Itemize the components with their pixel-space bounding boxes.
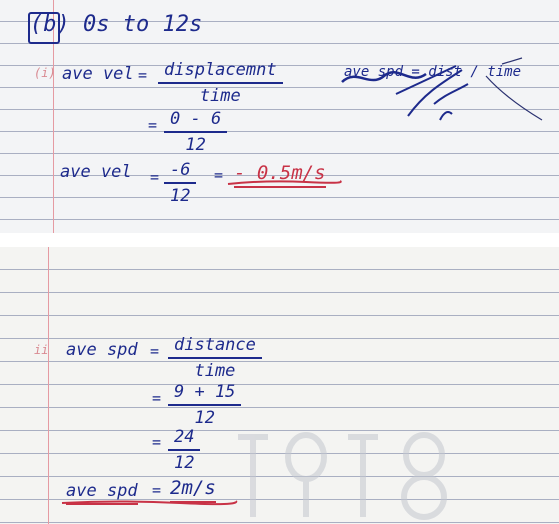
- result-ave-spd: 2m/s: [170, 477, 216, 499]
- equals-1: =: [138, 66, 148, 84]
- numerator-9-plus-15: 9 + 15: [168, 382, 241, 406]
- notebook-page-bottom: [0, 247, 559, 524]
- denominator-time: time: [199, 86, 241, 106]
- denominator-12-c: 12: [194, 408, 215, 428]
- ave-spd-label-2: ave spd: [66, 481, 138, 501]
- sub-label-ii: ii: [34, 343, 49, 357]
- fraction-displacement-time: [158, 60, 283, 106]
- ave-vel-label-2: ave vel: [60, 162, 132, 182]
- fraction-24-over-12: [168, 427, 200, 473]
- fraction-minus6-over-12: [164, 160, 196, 206]
- numerator-distance: distance: [168, 335, 262, 359]
- denominator-12-b: 12: [170, 186, 191, 206]
- heading-text: (b) 0s to 12s: [30, 12, 203, 37]
- equals-7: =: [152, 433, 162, 451]
- crossed-out-note: ave spd = dist / time: [344, 64, 522, 80]
- page-gap: [0, 233, 559, 247]
- fraction-0-minus-6-over-12: [164, 109, 227, 155]
- denominator-time-2: time: [194, 361, 236, 381]
- notebook-page-top: [0, 0, 559, 233]
- numerator-0-minus-6: 0 - 6: [164, 109, 227, 133]
- equals-3: =: [150, 168, 160, 186]
- denominator-12: 12: [185, 135, 206, 155]
- heading-box: [28, 12, 60, 44]
- margin-line-2: [48, 247, 49, 524]
- sub-label-i: (i): [34, 66, 56, 80]
- red-underline-2: [60, 497, 240, 509]
- ave-vel-label-1: ave vel: [62, 64, 134, 84]
- ave-spd-label-1: ave spd: [66, 340, 138, 360]
- red-underline: [226, 176, 342, 188]
- numerator-minus-6: -6: [164, 160, 196, 184]
- result-ave-vel: - 0.5m/s: [234, 162, 326, 184]
- denominator-12-d: 12: [174, 453, 195, 473]
- equals-5: =: [150, 342, 160, 360]
- scribble-crossout: [336, 54, 546, 130]
- equals-2: =: [148, 116, 158, 134]
- fraction-9-plus-15-over-12: [168, 382, 241, 428]
- equals-8: =: [152, 481, 162, 499]
- equals-6: =: [152, 389, 162, 407]
- background-doodle: [228, 417, 468, 524]
- fraction-distance-time: [168, 335, 262, 381]
- equals-4: =: [214, 166, 224, 184]
- numerator-24: 24: [168, 427, 200, 451]
- numerator-displacement: displacemnt: [158, 60, 283, 84]
